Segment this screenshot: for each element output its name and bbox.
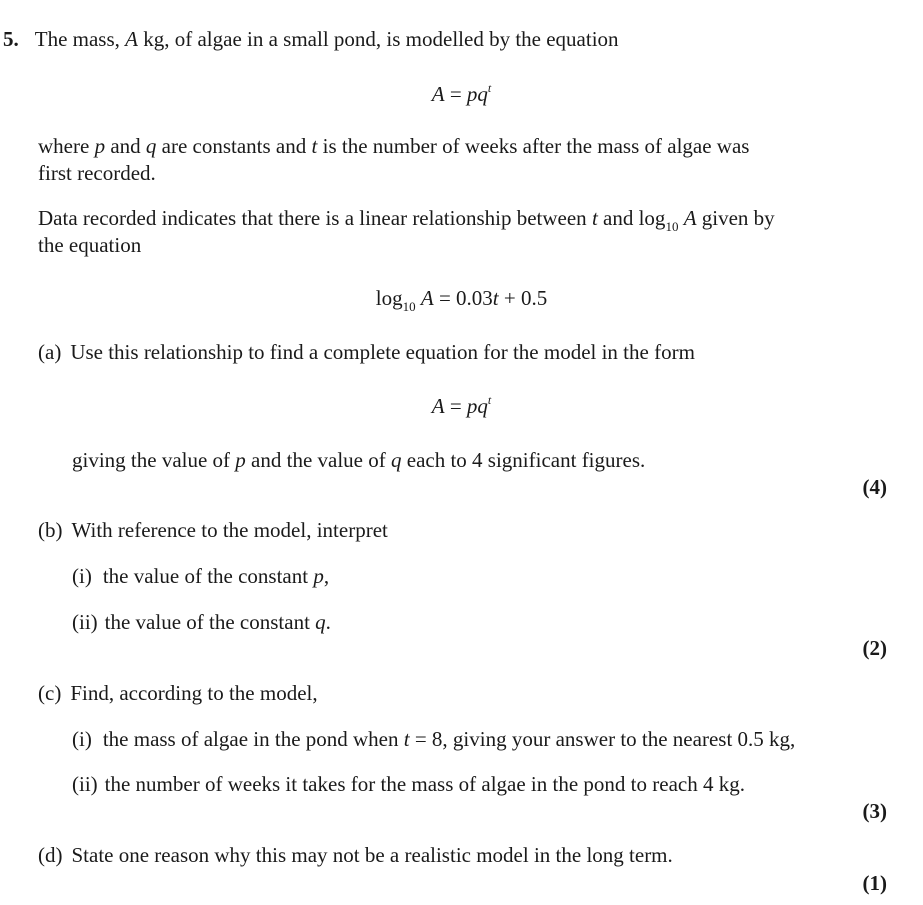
part-a-label: (a) bbox=[38, 340, 62, 364]
part-b-i: (i) the value of the constant p, bbox=[72, 564, 330, 588]
part-a-giving: giving the value of p and the value of q each to 4 significant figures. bbox=[72, 448, 646, 472]
part-c-ii: (ii) the number of weeks it takes for the mass of algae in the pond to reach 4 kg. bbox=[72, 772, 745, 796]
model-equation: $A = pq^t$ bbox=[431, 81, 492, 106]
part-b: (b) With reference to the model, interpret bbox=[38, 518, 388, 542]
part-d-label: (d) bbox=[38, 843, 63, 867]
question-number: 5. bbox=[3, 27, 19, 51]
log-equation: $\log_{10} A = 0.03t + 0.5$ bbox=[375, 286, 548, 314]
part-b-label: (b) bbox=[38, 518, 63, 542]
where-line: where p and q are constants and t is the number of weeks after the mass of algae was bbox=[38, 134, 750, 158]
part-b-ii: (ii) the value of the constant q. bbox=[72, 610, 331, 634]
part-c-marks: (3) bbox=[862, 799, 887, 823]
part-d: (d) State one reason why this may not be a realistic model in the long term. bbox=[38, 843, 673, 867]
part-b-marks: (2) bbox=[862, 636, 887, 660]
part-a: (a) Use this relationship to find a complete equation for the model in the form bbox=[38, 340, 695, 364]
part-a-model-equation: $A = pq^t$ bbox=[431, 393, 492, 418]
question-intro: 5. The mass, A kg, of algae in a small pond, is modelled by the equation bbox=[3, 27, 619, 51]
part-d-marks: (1) bbox=[862, 871, 887, 895]
where-line-2: first recorded. bbox=[38, 161, 156, 185]
part-c-i: (i) the mass of algae in the pond when t = 8, giving your answer to the nearest 0.5 kg, bbox=[72, 727, 796, 751]
part-c-label: (c) bbox=[38, 681, 62, 705]
data-line: Data recorded indicates that there is a linear relationship between t and $\log_{10} A$ given by bbox=[38, 206, 775, 234]
data-line-2: the equation bbox=[38, 233, 142, 257]
part-a-marks: (4) bbox=[862, 475, 887, 499]
part-c: (c) Find, according to the model, bbox=[38, 681, 318, 705]
